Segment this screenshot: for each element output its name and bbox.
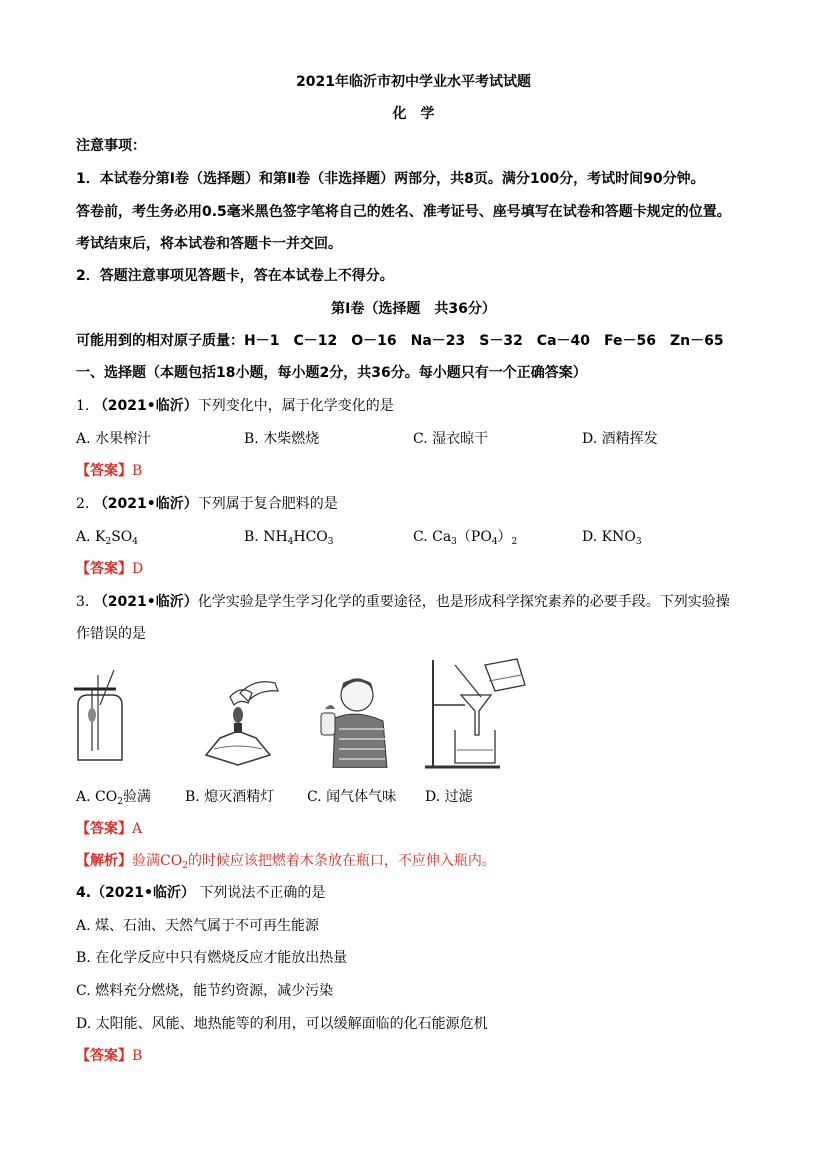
- question-number: 2.: [76, 496, 90, 512]
- q2-option-c: C. $Ca_3(PO_4)_2$: [413, 529, 518, 547]
- section-title: 第Ⅰ卷（选择题 共36分）: [331, 301, 496, 317]
- question-source: （2021•临沂）: [93, 496, 198, 512]
- answer-tag: 【答案】: [76, 1048, 132, 1064]
- analysis-tag: 【解析】: [76, 853, 132, 869]
- question-stem: 化学实验是学生学习化学的重要途径，也是形成科学探究素养的必要手段。下列实验操: [197, 594, 730, 610]
- experiment-figures: [70, 655, 540, 770]
- q3-answer: [76, 819, 142, 839]
- question-3: [76, 592, 730, 612]
- question-number: 4.: [76, 885, 92, 901]
- q3-option-a: A. $CO_2$验满: [76, 789, 151, 807]
- subject-title: 化 学: [392, 106, 435, 122]
- question-number: 1.: [76, 398, 90, 414]
- question-source: （2021•临沂）: [93, 594, 198, 610]
- q3-analysis: 【解析】验满$CO_2$的时候应该把燃着木条放在瓶口，不应伸入瓶内。: [76, 853, 496, 871]
- q1-answer: [76, 461, 142, 481]
- q4-option-d: D. 太阳能、风能、地热能等的利用，可以缓解面临的化石能源危机: [76, 1016, 488, 1032]
- atomic-masses: 可能用到的相对原子质量：H－1 C－12 O－16 Na－23 S－32 Ca－40 Fe－56 Zn－65: [76, 333, 724, 349]
- q2-option-b: B. $NH_4HCO_3$: [244, 529, 334, 547]
- answer-value: D: [132, 561, 144, 577]
- question-stem: 下列属于复合肥料的是: [197, 496, 338, 512]
- q3-option-c: C. 闻气体气味: [307, 789, 397, 805]
- question-4: [76, 883, 325, 903]
- notice-heading: 注意事项：: [76, 138, 146, 154]
- q1-option-c: C. 湿衣晾干: [413, 431, 489, 447]
- q1-option-b: B. 木柴燃烧: [244, 431, 320, 447]
- gas-bottle-figure: [70, 665, 130, 765]
- answer-value: B: [132, 1048, 143, 1064]
- question-number: 3.: [76, 594, 90, 610]
- answer-tag: 【答案】: [76, 821, 132, 837]
- notice-paragraph-4: 2．答题注意事项见答题卡，答在本试卷上不得分。: [76, 268, 394, 284]
- q2-option-a: A. $K_2SO_4$: [76, 529, 139, 547]
- question-3-stem-line-2: 作错误的是: [76, 626, 146, 642]
- question-source: （2021•临沂）: [91, 885, 195, 901]
- question-stem: 下列说法不正确的是: [199, 885, 326, 901]
- q2-option-d: D. $KNO_3$: [582, 529, 642, 547]
- q1-option-a: A. 水果榨汁: [76, 431, 152, 447]
- notice-paragraph-2: 答卷前，考生务必用0.5毫米黑色签字笔将自己的姓名、准考证号、座号填写在试卷和答题卡规定的位置。: [76, 204, 731, 220]
- question-source: （2021•临沂）: [93, 398, 198, 414]
- question-1: [76, 396, 394, 416]
- answer-value: A: [132, 821, 143, 837]
- q1-option-d: D. 酒精挥发: [582, 431, 658, 447]
- q3-option-b: B. 熄灭酒精灯: [185, 789, 275, 805]
- answer-value: B: [132, 463, 143, 479]
- answer-tag: 【答案】: [76, 561, 132, 577]
- q2-answer: [76, 559, 143, 579]
- q4-option-c: C. 燃料充分燃烧，能节约资源，减少污染: [76, 983, 334, 999]
- q4-answer: [76, 1046, 142, 1066]
- question-stem: 下列变化中，属于化学变化的是: [197, 398, 394, 414]
- answer-tag: 【答案】: [76, 463, 132, 479]
- q4-option-a: A. 煤、石油、天然气属于不可再生能源: [76, 918, 320, 934]
- alcohol-lamp-figure: [200, 663, 280, 768]
- smell-gas-figure: [315, 673, 405, 768]
- exam-title: 2021年临沂市初中学业水平考试试题: [296, 74, 531, 90]
- q3-option-d: D. 过滤: [425, 789, 473, 805]
- question-2: [76, 494, 338, 514]
- notice-paragraph-1: 1．本试卷分第Ⅰ卷（选择题）和第Ⅱ卷（非选择题）两部分，共8页。满分100分，考试时间90分钟。: [76, 171, 705, 187]
- filtration-figure: [425, 655, 535, 770]
- notice-paragraph-3: 考试结束后，将本试卷和答题卡一并交回。: [76, 236, 342, 252]
- part-heading: 一、选择题（本题包括18小题，每小题2分，共36分。每小题只有一个正确答案）: [76, 365, 587, 381]
- q4-option-b: B. 在化学反应中只有燃烧反应才能放出热量: [76, 950, 348, 966]
